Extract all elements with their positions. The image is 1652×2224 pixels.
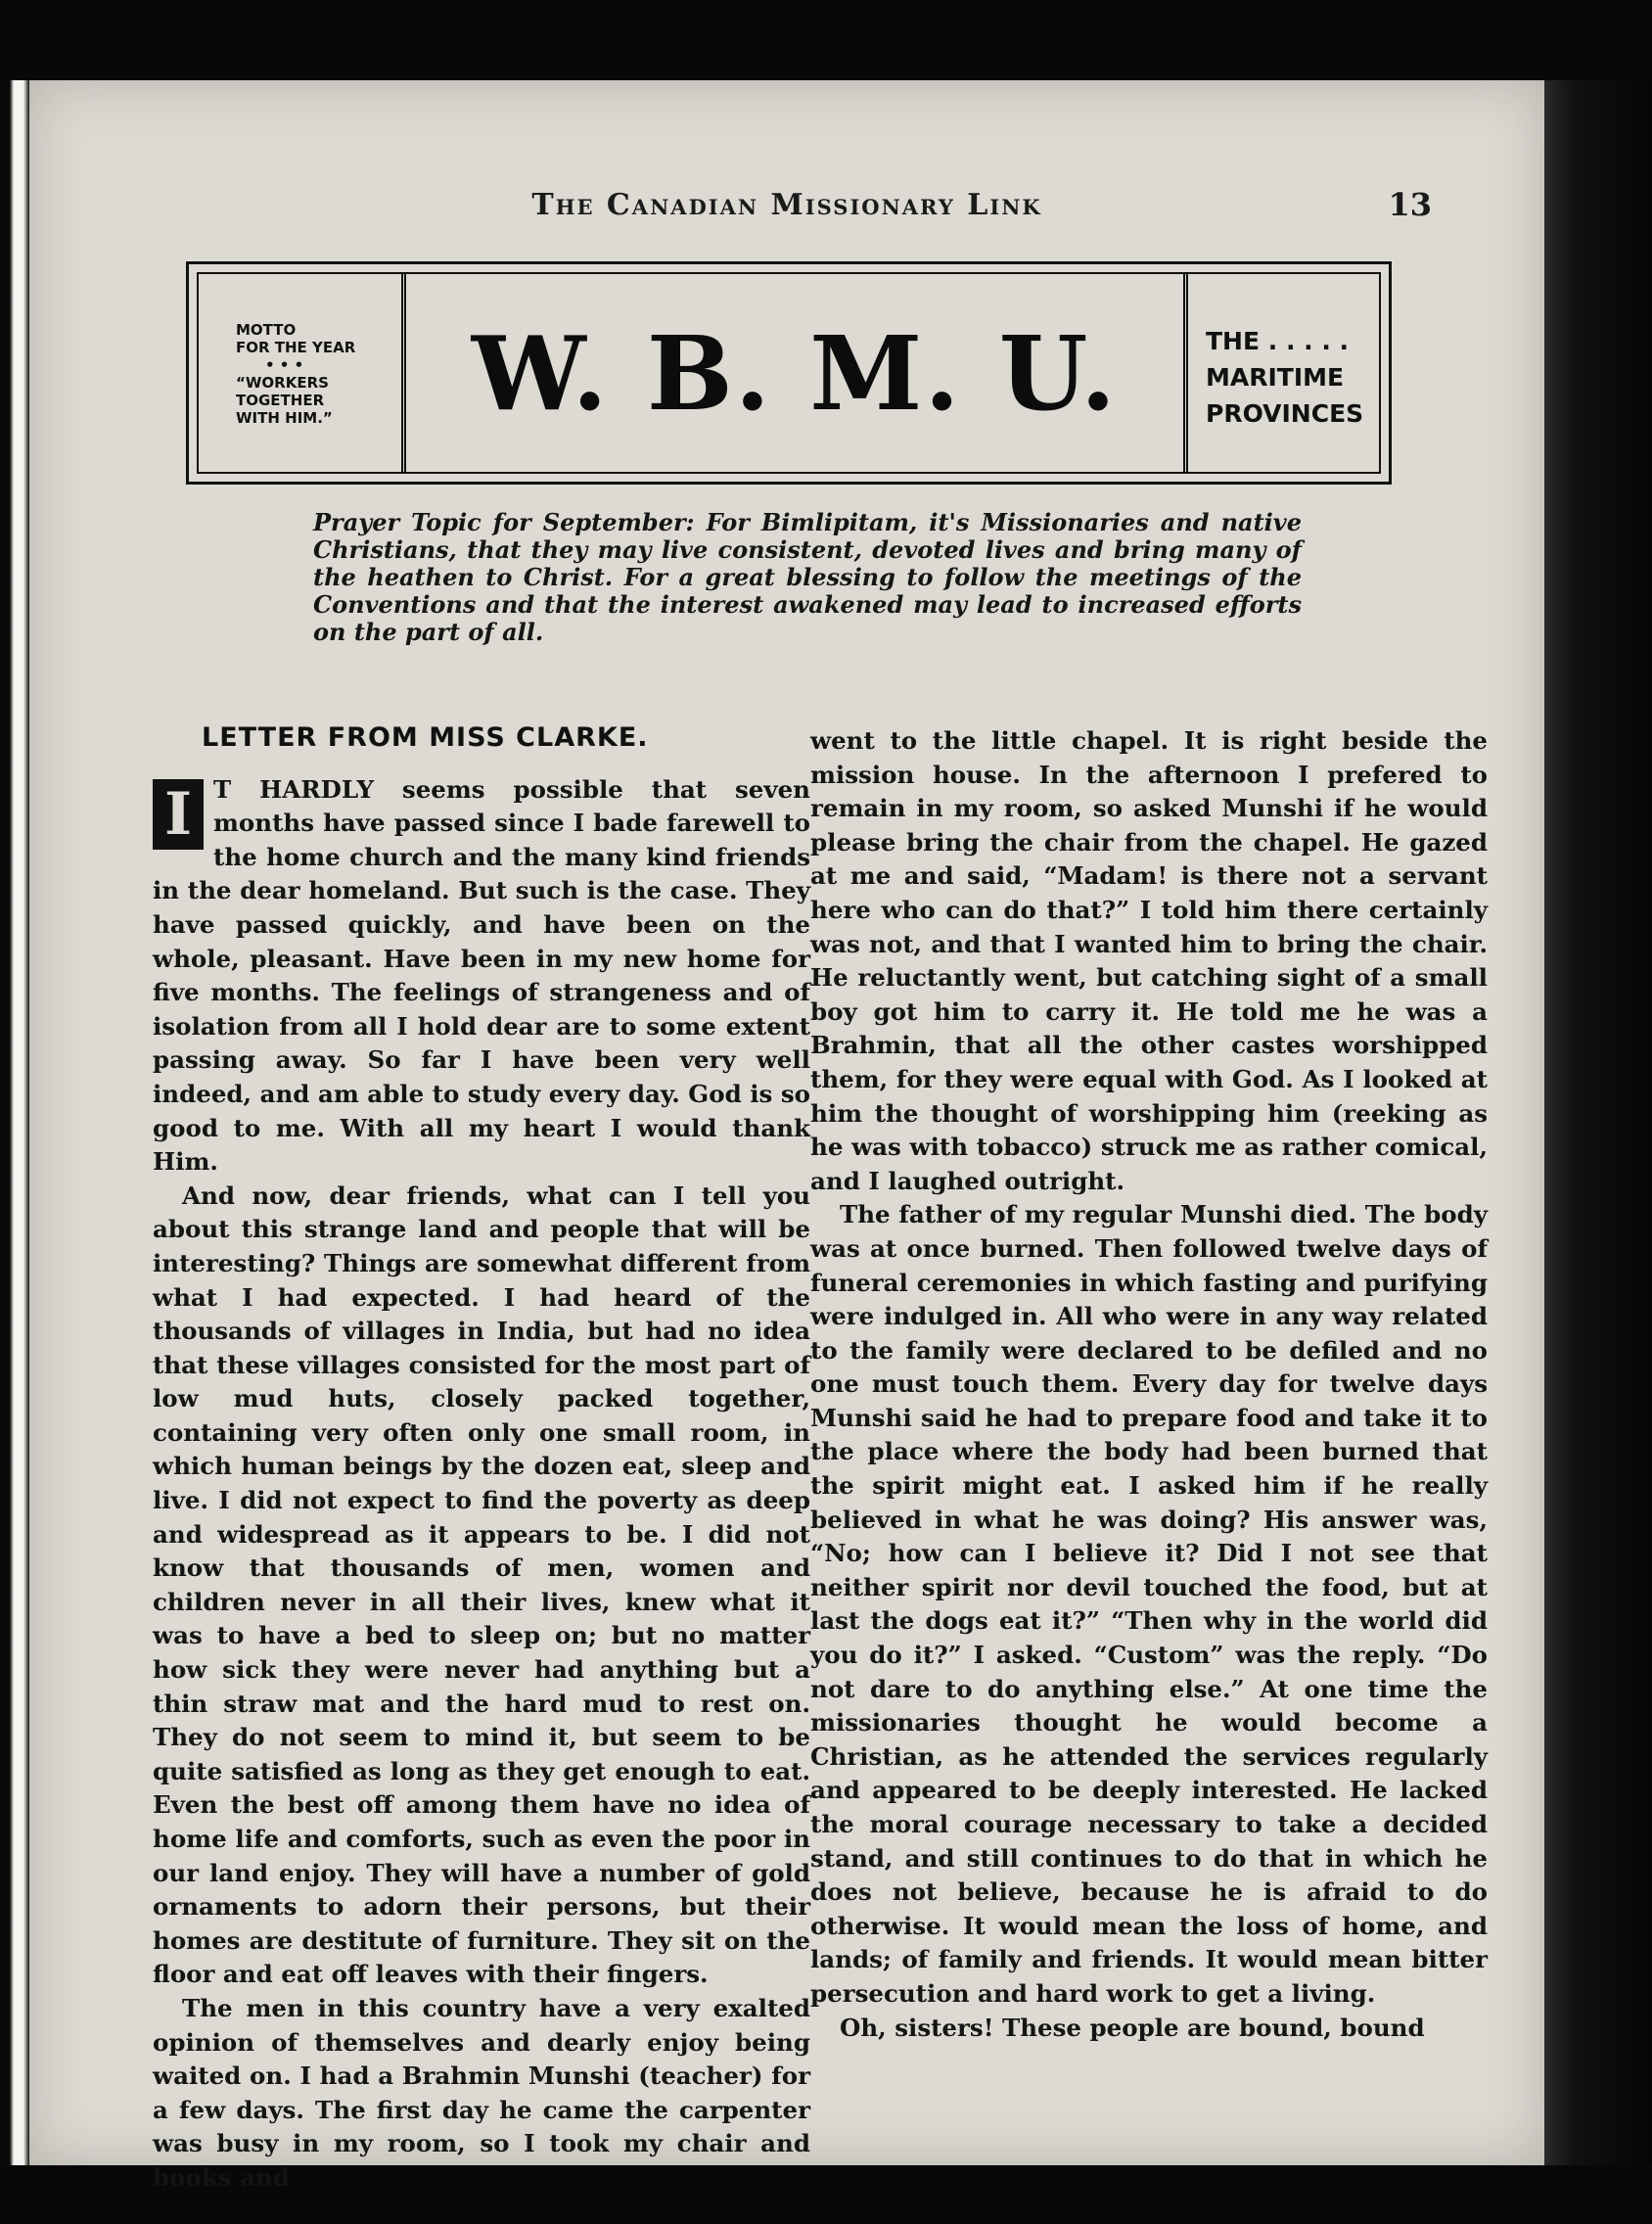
- running-head: The Canadian Missionary Link: [531, 188, 1042, 222]
- article-paragraph: Oh, sisters! These people are bound, bound: [840, 2013, 1425, 2042]
- motto-box: [199, 274, 406, 472]
- page-edge: [1544, 80, 1652, 2165]
- article-paragraph: [153, 773, 810, 1180]
- article-column-left: [153, 721, 810, 2196]
- motto-dots: • • •: [265, 356, 304, 374]
- article-title: LETTER FROM MISS CLARKE.: [202, 722, 649, 753]
- article-paragraph: And now, dear friends, what can I tell you about this strange land and people that will be interesting? Things are somewhat different from what I had expected. I had heard of the thousands of villages in India, but had no idea that these villages consisted for the most part of low mud huts, closely packed together, containing very often only one small room, in which human beings by the dozen eat, sleep and live. I did not expect to find the poverty as deep and widespread as it appears to be. I did not know that thousands of men, women and children never in all their lives, knew what it was to have a bed to sleep on; but no matter how sick they were never had anything but a thin straw mat and the hard mud to rest on. They do not seem to mind it, but seem to be quite satisfied as long as they get enough to eat. Even the best off among them have no idea of home life and comforts, such as even the poor in our land enjoy. They will have a number of gold ornaments to adorn their persons, but their homes are destitute of furniture. They sit on the floor and eat off leaves with their fingers.: [153, 1181, 810, 1989]
- provinces-line: PROVINCES: [1206, 399, 1364, 428]
- motto-line: MOTTO: [236, 321, 297, 339]
- motto-line: “WORKERS: [236, 374, 329, 392]
- page-number: 13: [1388, 186, 1432, 223]
- motto-line: TOGETHER: [236, 392, 325, 409]
- wbmu-banner: [186, 261, 1392, 485]
- provinces-box: [1183, 274, 1379, 472]
- provinces-line: THE . . . . .: [1206, 327, 1350, 355]
- org-title: W. B. M. U.: [471, 312, 1119, 434]
- magazine-page: [29, 80, 1544, 2192]
- drop-cap: I: [153, 779, 204, 850]
- article-column-right: [810, 724, 1488, 2045]
- article-paragraph: went to the little chapel. It is right beside the mission house. In the afternoon I prefered to remain in my room, so asked Munshi if he would please bring the chair from the chapel. He gazed at me and said, “Madam! is there not a servant here who can do that?” I told him there certainly was not, and that I wanted him to bring the chair. He reluctantly went, but catching sight of a small boy got him to carry it. He told me he was a Brahmin, that all the other castes worshipped them, for they were equal with God. As I looked at him the thought of worshipping him (reeking as he was with tobacco) struck me as rather comical, and I laughed outright.: [810, 726, 1488, 1195]
- paragraph-text: T HARDLY seems possible that seven months have passed since I bade farewell to the home church and the many kind friends in the dear homeland. But such is the case. They have passed quickly, and have been on the whole, pleasant. Have been in my new home for five months. The feelings of strangeness and of isolation from all I hold dear are to some extent passing away. So far I have been very well indeed, and am able to study every day. God is so good to me. With all my heart I would thank Him.: [153, 774, 810, 1177]
- article-paragraph: The men in this country have a very exalted opinion of themselves and dearly enjoy being waited on. I had a Brahmin Munshi (teacher) for a few days. The first day he came the carpenter was busy in my room, so I took my chair and books and: [153, 1993, 810, 2192]
- motto-line: FOR THE YEAR: [236, 339, 356, 356]
- article-paragraph: The father of my regular Munshi died. The body was at once burned. Then followed twelve days of funeral ceremonies in which fasting and purifying were indulged in. All who were in any way related to the family were declared to be defiled and no one must touch them. Every day for twelve days Munshi said he had to prepare food and take it to the place where the body had been burned that the spirit might eat. I asked him if he really believed in what he was doing? His answer was, “No; how can I believe it? Did I not see that neither spirit nor devil touched the food, but at last the dogs eat it?” “Then why in the world did you do it?” I asked. “Custom” was the reply. “Do not dare to do anything else.” At one time the missionaries thought he would become a Christian, as he attended the services regularly and appeared to be deeply interested. He lacked the moral courage necessary to take a decided stand, and still continues to do that in which he does not believe, because he is afraid to do otherwise. It would mean the loss of home, and lands; of family and friends. It would mean bitter persecution and hard work to get a living.: [810, 1200, 1488, 2008]
- motto-line: WITH HIM.”: [236, 409, 333, 427]
- prayer-topic: Prayer Topic for September: For Bimlipitam, it's Missionaries and native Christians, that they may live consistent, devoted lives and bring many of the heathen to Christ. For a great blessing to follow the meetings of the Conventions and that the interest awakened may lead to increased efforts on the part of all.: [313, 508, 1302, 646]
- provinces-line: MARITIME: [1206, 363, 1345, 392]
